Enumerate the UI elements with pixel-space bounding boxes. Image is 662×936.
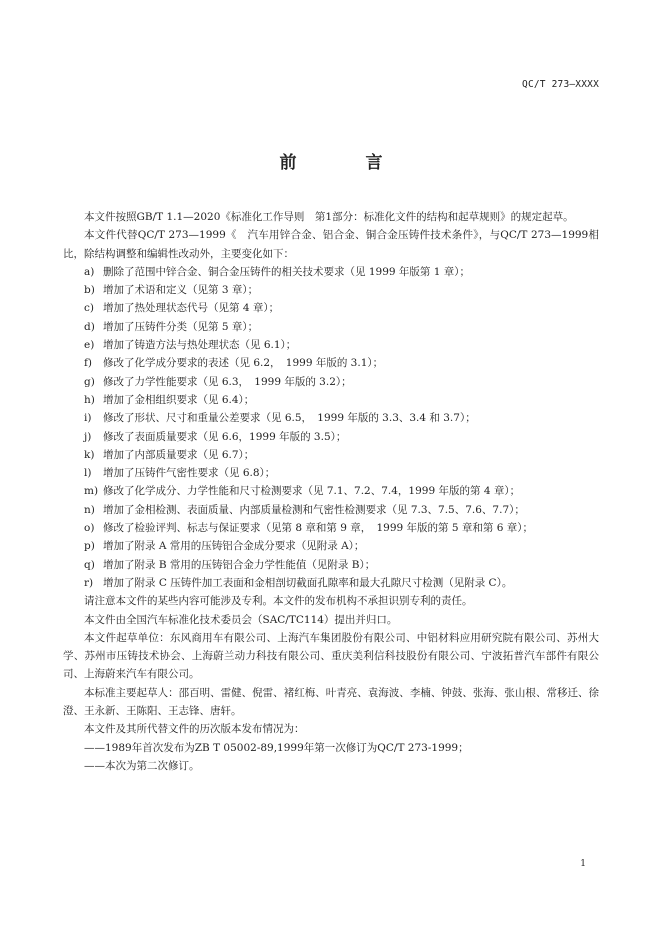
list-item [63, 391, 599, 409]
list-marker: b) [84, 284, 95, 297]
list-marker: d) [84, 320, 95, 333]
list-marker: q) [84, 558, 95, 571]
list-marker: r) [84, 576, 94, 589]
list-item [63, 318, 599, 336]
list-text: 增加了热处理状态代号（见第 4 章）； [103, 302, 280, 315]
foreword-body [63, 208, 599, 775]
drafting-organizations: 本文件起草单位：东风商用车有限公司、上海汽车集团股份有限公司、中铝材料应用研究院有限公司、苏州大学、苏州市压铸技术协会、上海蔚兰动力科技有限公司、重庆美利信科技股份有限公司、宁波拓普汽车部件有限公司、上海蔚来汽车有限公司。 [63, 631, 599, 681]
patent-notice: 请注意本文件的某些内容可能涉及专利。本文件的发布机构不承担识别专利的责任。 [84, 595, 473, 608]
list-text: 增加了金相组织要求（见 6.4）； [103, 393, 255, 406]
list-item [63, 556, 599, 574]
list-marker: e) [84, 339, 95, 352]
page-title: 前 言 [279, 153, 409, 173]
list-text: 增加了附录 C 压铸件加工表面和金相剖切截面孔隙率和最大孔隙尺寸检测（见附录 C）。 [103, 576, 513, 589]
list-text: 修改了化学成分要求的表述（见 6.2， 1999 年版的 3.1）； [103, 357, 384, 370]
list-text: 增加了压铸件气密性要求（见 6.8）； [103, 467, 276, 480]
list-text: 删除了范围中锌合金、铜合金压铸件的相关技术要求（见 1999 年版第 1 章）； [103, 265, 471, 278]
list-marker: j) [84, 430, 92, 443]
list-marker: l) [84, 467, 92, 480]
list-marker: g) [84, 375, 95, 388]
list-marker: c) [84, 302, 94, 315]
version-history-heading: 本文件及其所代替文件的历次版本发布情况为： [84, 723, 305, 736]
list-item [63, 519, 599, 537]
list-marker: a) [84, 265, 95, 278]
list-item [63, 428, 599, 446]
list-text: 修改了化学成分、力学性能和尺寸检测要求（见 7.1、7.2、7.4，1999 年版的第 4 章）； [103, 485, 521, 498]
list-text: 增加了内部质量要求（见 6.7）； [103, 448, 255, 461]
list-marker: f) [84, 357, 92, 370]
standard-code: QC/T 273—XXXX [522, 79, 599, 90]
list-item [63, 464, 599, 482]
list-marker: m) [84, 485, 99, 498]
list-text: 增加了附录 B 常用的压铸铝合金力学性能值（见附录 B）； [103, 558, 376, 571]
list-marker: h) [84, 393, 95, 406]
list-marker: p) [84, 540, 95, 553]
list-item [63, 354, 599, 372]
list-item [63, 373, 599, 391]
list-text: 修改了形状、尺寸和重量公差要求（见 6.5， 1999 年版的 3.3、3.4 和 3.7）； [103, 412, 476, 425]
drafters: 本标准主要起草人：邵百明、雷健、倪雷、褚红梅、叶青亮、袁海波、李楠、钟鼓、张海、张山根、常移迁、徐澄、王永新、王陈阳、王志锋、唐轩。 [63, 686, 599, 718]
list-text: 修改了表面质量要求（见 6.6，1999 年版的 3.5）； [103, 430, 347, 443]
list-marker: k) [84, 448, 95, 461]
list-item [63, 299, 599, 317]
list-marker: o) [84, 522, 95, 535]
list-marker: n) [84, 503, 95, 516]
version-history-item: ——1989年首次发布为ZB T 05002-89,1999年第一次修订为QC/T 273-1999； [84, 741, 469, 754]
list-item [63, 482, 599, 500]
list-text: 增加了术语和定义（见第 3 章）； [103, 284, 259, 297]
list-item [63, 501, 599, 519]
list-item [63, 263, 599, 281]
list-text: 修改了力学性能要求（见 6.3， 1999 年版的 3.2）； [103, 375, 352, 388]
list-item [63, 336, 599, 354]
page-number: 1 [580, 859, 586, 869]
list-item [63, 537, 599, 555]
intro-paragraph-2: 本文件代替QC/T 273—1999《 汽车用锌合金、铝合金、铜合金压铸件技术条件》，与QC/T 273—1999相比，除结构调整和编辑性改动外，主要变化如下： [63, 229, 599, 260]
version-history-item: ——本次为第二次修订。 [84, 759, 200, 772]
list-text: 增加了压铸件分类（见第 5 章）； [103, 320, 259, 333]
list-item [63, 409, 599, 427]
proposer-statement: 本文件由全国汽车标准化技术委员会（SAC/TC114）提出并归口。 [84, 613, 398, 626]
list-item [63, 446, 599, 464]
list-item [63, 574, 599, 592]
list-text: 增加了金相检测、表面质量、内部质量检测和气密性检测要求（见 7.3、7.5、7.6、7.7）； [103, 503, 525, 516]
list-text: 修改了检验评判、标志与保证要求（见第 8 章和第 9 章， 1999 年版的第 5 章和第 6 章）； [103, 522, 533, 535]
changes-list [63, 263, 599, 592]
list-text: 增加了附录 A 常用的压铸铝合金成分要求（见附录 A）； [103, 540, 365, 553]
intro-paragraph-1: 本文件按照GB/T 1.1—2020《标准化工作导则 第1部分：标准化文件的结构和起草规则》的规定起草。 [84, 211, 574, 223]
list-marker: i) [84, 412, 92, 425]
list-text: 增加了铸造方法与热处理状态（见 6.1）； [103, 339, 297, 352]
list-item [63, 281, 599, 299]
